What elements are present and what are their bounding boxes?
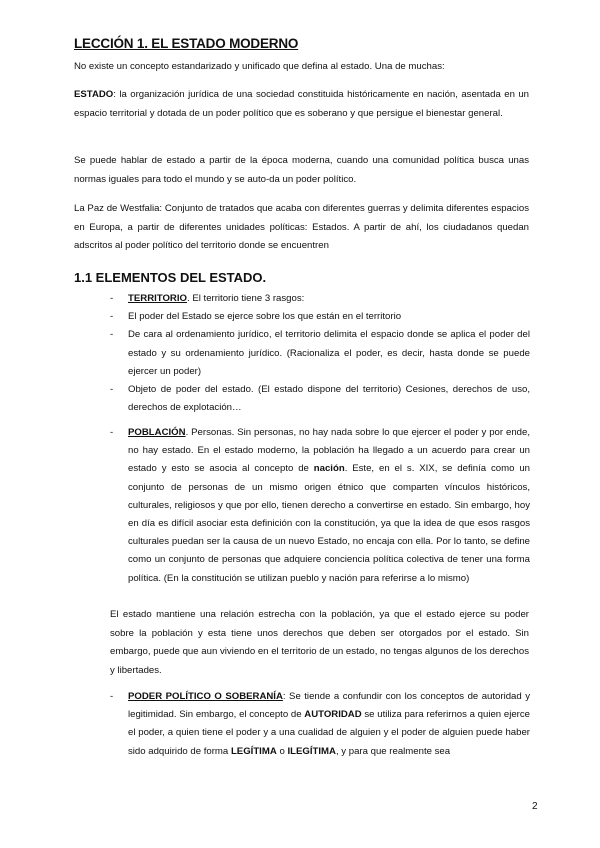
intro-paragraph: No existe un concepto estandarizado y unificado que defina al estado. Una de muchas: xyxy=(74,61,445,72)
nacion-term: nación xyxy=(313,463,345,475)
epoca-moderna-paragraph: Se puede hablar de estado a partir de la época moderna, cuando una comunidad política busca unas normas iguales para todo el mundo y se auto-da un poder político. xyxy=(74,155,529,185)
list-item xyxy=(110,308,530,326)
poblacion-text-2: . Este, en el s. XIX, se definía como un conjunto de personas de un mismo origen étnico que comparten vínculos históricos, culturales, religiosos y que por ello, tienen derecho a convertirse en estado. Sin embargo, hoy en día es difícil asociar esta definición con la constitución, ya que la idea de que esos rasgos culturales puedan ser la causa de un nuevo Estado, no encaja con ella. Por lo tanto, se define como un conjunto de personas que adquiere conciencia política colectiva de tener una forma política. (En la constitución se utilizan pueblo y nación para referirse a lo mismo) xyxy=(128,463,530,584)
poblacion-text-1: . Personas. Sin personas, no hay nada sobre lo que ejercer el poder y por ende, no hay estado. En el estado moderno, la población ha llegado a un acuerdo para crear un estado y esto se asocia al concepto de xyxy=(128,427,530,475)
list-dash: - xyxy=(110,691,114,702)
legitima-term: LEGÍTIMA xyxy=(230,745,277,757)
territorio-list xyxy=(110,290,530,417)
list-item xyxy=(110,326,530,381)
relacion-paragraph: El estado mantiene una relación estrecha con la población, ya que el estado ejerce su poder sobre la población y esta tiene unos derechos que deben ser otorgados por el estado. Sin embargo, puede que aun viviendo en el territorio de un estado, no tengas algunos de los derechos y libertades. xyxy=(110,609,529,676)
estado-definition-text: : la organización jurídica de una sociedad constituida históricamente en nación, asentada en un espacio territorial y dotada de un poder político que es soberano y que persigue el bienestar general. xyxy=(74,89,529,119)
soberania-text-1: : Se tiende a confundir con los conceptos de autoridad y legitimidad. Sin embargo, el concepto de xyxy=(128,691,531,721)
section-heading: 1.1 ELEMENTOS DEL ESTADO. xyxy=(74,270,267,285)
territorio-rasgo-3: Objeto de poder del estado. (El estado dispone del territorio) Cesiones, derechos de uso, derechos de explotación… xyxy=(128,384,530,414)
autoridad-term: AUTORIDAD xyxy=(304,709,362,721)
list-item-soberania xyxy=(110,688,530,761)
soberania-text-3: , y para que realmente sea xyxy=(335,745,451,757)
westfalia-paragraph: La Paz de Westfalia: Conjunto de tratados que acaba con diferentes guerras y delimita diferentes espacios en Europa, a partir de diferentes unidades políticas: Estados. A partir de ahí, los ciudadanos quedan adscritos al poder político del territorio donde se encuentren xyxy=(74,203,529,251)
estado-definition-paragraph xyxy=(74,86,529,123)
list-dash: - xyxy=(110,427,114,438)
poblacion-list xyxy=(110,424,530,588)
list-dash: - xyxy=(110,311,114,323)
soberania-list xyxy=(110,688,530,761)
list-item xyxy=(110,381,530,417)
territorio-term: TERRITORIO xyxy=(128,293,187,304)
territorio-text: . El territorio tiene 3 rasgos: xyxy=(187,293,305,304)
territorio-rasgo-1: El poder del Estado se ejerce sobre los que están en el territorio xyxy=(128,311,402,323)
list-dash: - xyxy=(110,384,114,396)
territorio-rasgo-2: De cara al ordenamiento jurídico, el territorio delimita el espacio donde se aplica el poder del estado y su ordenamiento jurídico. (Racionaliza el poder, es decir, hasta donde se puede ejercer un poder) xyxy=(128,329,530,377)
poblacion-term: POBLACIÓN xyxy=(128,427,186,438)
list-item-territorio xyxy=(110,290,530,308)
soberania-term: PODER POLÍTICO O SOBERANÍA xyxy=(128,691,283,702)
list-dash: - xyxy=(110,293,114,304)
ilegitima-term: ILEGÍTIMA xyxy=(287,745,336,757)
list-item-poblacion xyxy=(110,424,530,588)
estado-term: ESTADO xyxy=(74,89,114,100)
page-number: 2 xyxy=(532,801,538,812)
soberania-text-2: se utiliza para referirnos a quien ejerce el poder, a quien tiene el poder y a una cualidad de alguien y el poder de alguien puede haber sido adquirido de forma xyxy=(128,709,530,757)
soberania-conjunction: o xyxy=(276,745,288,757)
page-title: LECCIÓN 1. EL ESTADO MODERNO xyxy=(74,36,299,51)
list-dash: - xyxy=(110,329,114,341)
